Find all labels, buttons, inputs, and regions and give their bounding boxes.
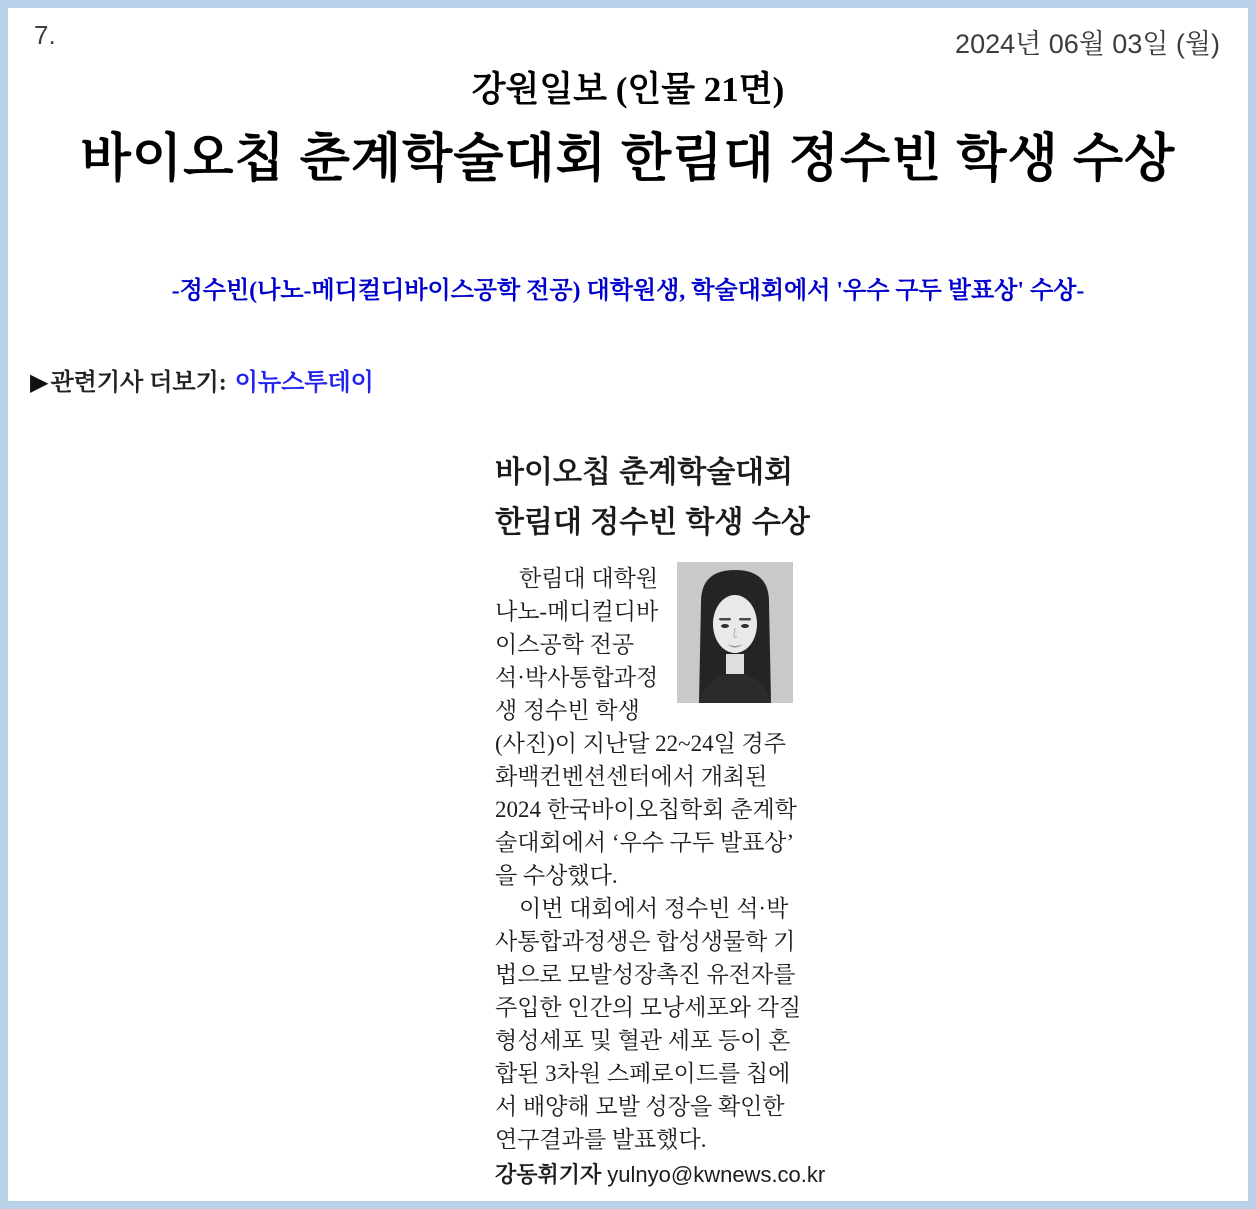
- clipping-body-line: 형성세포 및 혈관 세포 등이 혼: [495, 1028, 791, 1053]
- clipping-body-line: 생 정수빈 학생: [495, 698, 640, 723]
- related-article-link[interactable]: 이뉴스투데이: [234, 370, 374, 396]
- clipping-body-line: 한림대 대학원: [519, 566, 659, 591]
- clipping-headline-line2: 한림대 정수빈 학생 수상: [495, 506, 810, 539]
- clipping-body-line: 술대회에서 ‘우수 구두 발표상’: [495, 830, 795, 855]
- clipping-body-line: 연구결과를 발표했다.: [495, 1127, 707, 1152]
- portrait-photo: [677, 562, 793, 703]
- clipping-intro-column: [495, 562, 669, 727]
- clipping-body-line: 서 배양해 모발 성장을 확인한: [495, 1094, 785, 1119]
- main-headline: 바이오칩 춘계학술대회 한림대 정수빈 학생 수상: [80, 131, 1176, 188]
- clipping-body-line: 나노-메디컬디바: [495, 599, 659, 624]
- clipping-headline-line1: 바이오칩 춘계학술대회: [495, 456, 794, 489]
- clipping-body-line: 이번 대회에서 정수빈 석·박: [519, 896, 789, 921]
- related-articles-label: 관련기사 더보기:: [50, 370, 227, 396]
- clipping-body-line: 주입한 인간의 모낭세포와 각질: [495, 995, 802, 1020]
- related-articles-row: [30, 362, 374, 397]
- clipping-body-line: 석·박사통합과정: [495, 665, 659, 690]
- reporter-email: yulnyo@kwnews.co.kr: [607, 1162, 826, 1187]
- sub-headline: -정수빈(나노-메디컬디바이스공학 전공) 대학원생, 학술대회에서 '우수 구두 발표상' 수상-: [171, 278, 1085, 304]
- page-number: 7.: [34, 20, 56, 50]
- clipping-body-line: 을 수상했다.: [495, 863, 618, 888]
- reporter-name: 강동휘기자: [495, 1162, 602, 1187]
- clipping-body-line: 사통합과정생은 합성생물학 기: [495, 929, 796, 954]
- triangle-bullet-icon: ▶: [30, 370, 49, 396]
- clipping-body-line: 화백컨벤션센터에서 개최된: [495, 764, 768, 789]
- clipping-body-line: (사진)이 지난달 22~24일 경주: [495, 731, 786, 756]
- clipping-body-line: 이스공학 전공: [495, 632, 635, 657]
- clipping-body-line: 2024 한국바이오칩학회 춘계학: [495, 797, 797, 822]
- document-date: 2024년 06월 03일 (월): [955, 29, 1220, 59]
- clipping-byline: [495, 1158, 826, 1191]
- clipping-body-line: 합된 3차원 스페로이드를 칩에: [495, 1061, 791, 1086]
- newspaper-clipping: [495, 448, 826, 1191]
- clipping-body-line: 법으로 모발성장촉진 유전자를: [495, 962, 796, 987]
- newspaper-source: 강원일보 (인물 21면): [471, 70, 785, 109]
